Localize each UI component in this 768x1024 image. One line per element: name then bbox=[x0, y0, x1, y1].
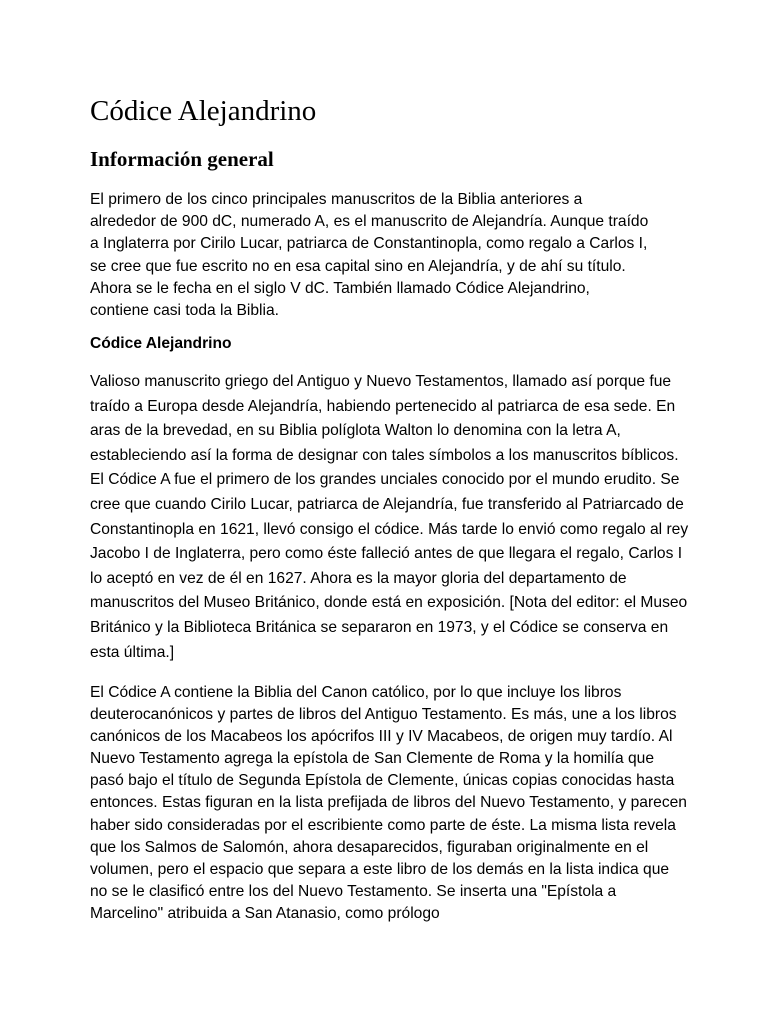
body-paragraph-1: Valioso manuscrito griego del Antiguo y Nuevo Testamentos, llamado así porque fue traído a Europa desde Alejandría, habiendo pertenecido al patriarca de esa sede. En aras de la brevedad, en su Biblia políglota Walton lo denomina con la letra A, estableciendo así la forma de designar con tales símbolos a los manuscritos bíblicos. El Códice A fue el primero de los grandes unciales conocido por el mundo erudito. Se cree que cuando Cirilo Lucar, patriarca de Alejandría, fue transferido al Patriarcado de Constantinopla en 1621, llevó consigo el códice. Más tarde lo envió como regalo al rey Jacobo I de Inglaterra, pero como éste falleció antes de que llegara el regalo, Carlos I lo aceptó en vez de él en 1627. Ahora es la mayor gloria del departamento de manuscritos del Museo Británico, donde está en exposición. [Nota del editor: el Museo Británico y la Biblioteca Británica se separaron en 1973, y el Códice se conserva en esta última.] bbox=[90, 373, 689, 661]
intro-paragraph: El primero de los cinco principales manuscritos de la Biblia anteriores a alrededor de 900 dC, numerado A, es el manuscrito de Alejandría. Aunque traído a Inglaterra por Cirilo Lucar, patriarca de Constantinopla, como regalo a Carlos I, se cree que fue escrito no en esa capital sino en Alejandría, y de ahí su título. Ahora se le fecha en el siglo V dC. También llamado Códice Alejandrino, contiene casi toda la Biblia. bbox=[90, 191, 649, 320]
page-subtitle: Información general bbox=[90, 147, 274, 171]
section-heading: Códice Alejandrino bbox=[90, 335, 232, 352]
page-title: Códice Alejandrino bbox=[90, 95, 317, 127]
body-paragraph-2: El Códice A contiene la Biblia del Canon católico, por lo que incluye los libros deuterocanónicos y partes de libros del Antiguo Testamento. Es más, une a los libros canónicos de los Macabeos los apócrifos III y IV Macabeos, de origen muy tardío. Al Nuevo Testamento agrega la epístola de San Clemente de Roma y la homilía que pasó bajo el título de Segunda Epístola de Clemente, únicas copias conocidas hasta entonces. Estas figuran en la lista prefijada de libros del Nuevo Testamento, y parecen haber sido consideradas por el escribiente como parte de éste. La misma lista revela que los Salmos de Salomón, ahora desaparecidos, figuraban originalmente en el volumen, pero el espacio que separa a este libro de los demás en la lista indica que no se le clasificó entre los del Nuevo Testamento. Se inserta una "Epístola a Marcelino" atribuida a San Atanasio, como prólogo bbox=[90, 684, 687, 922]
